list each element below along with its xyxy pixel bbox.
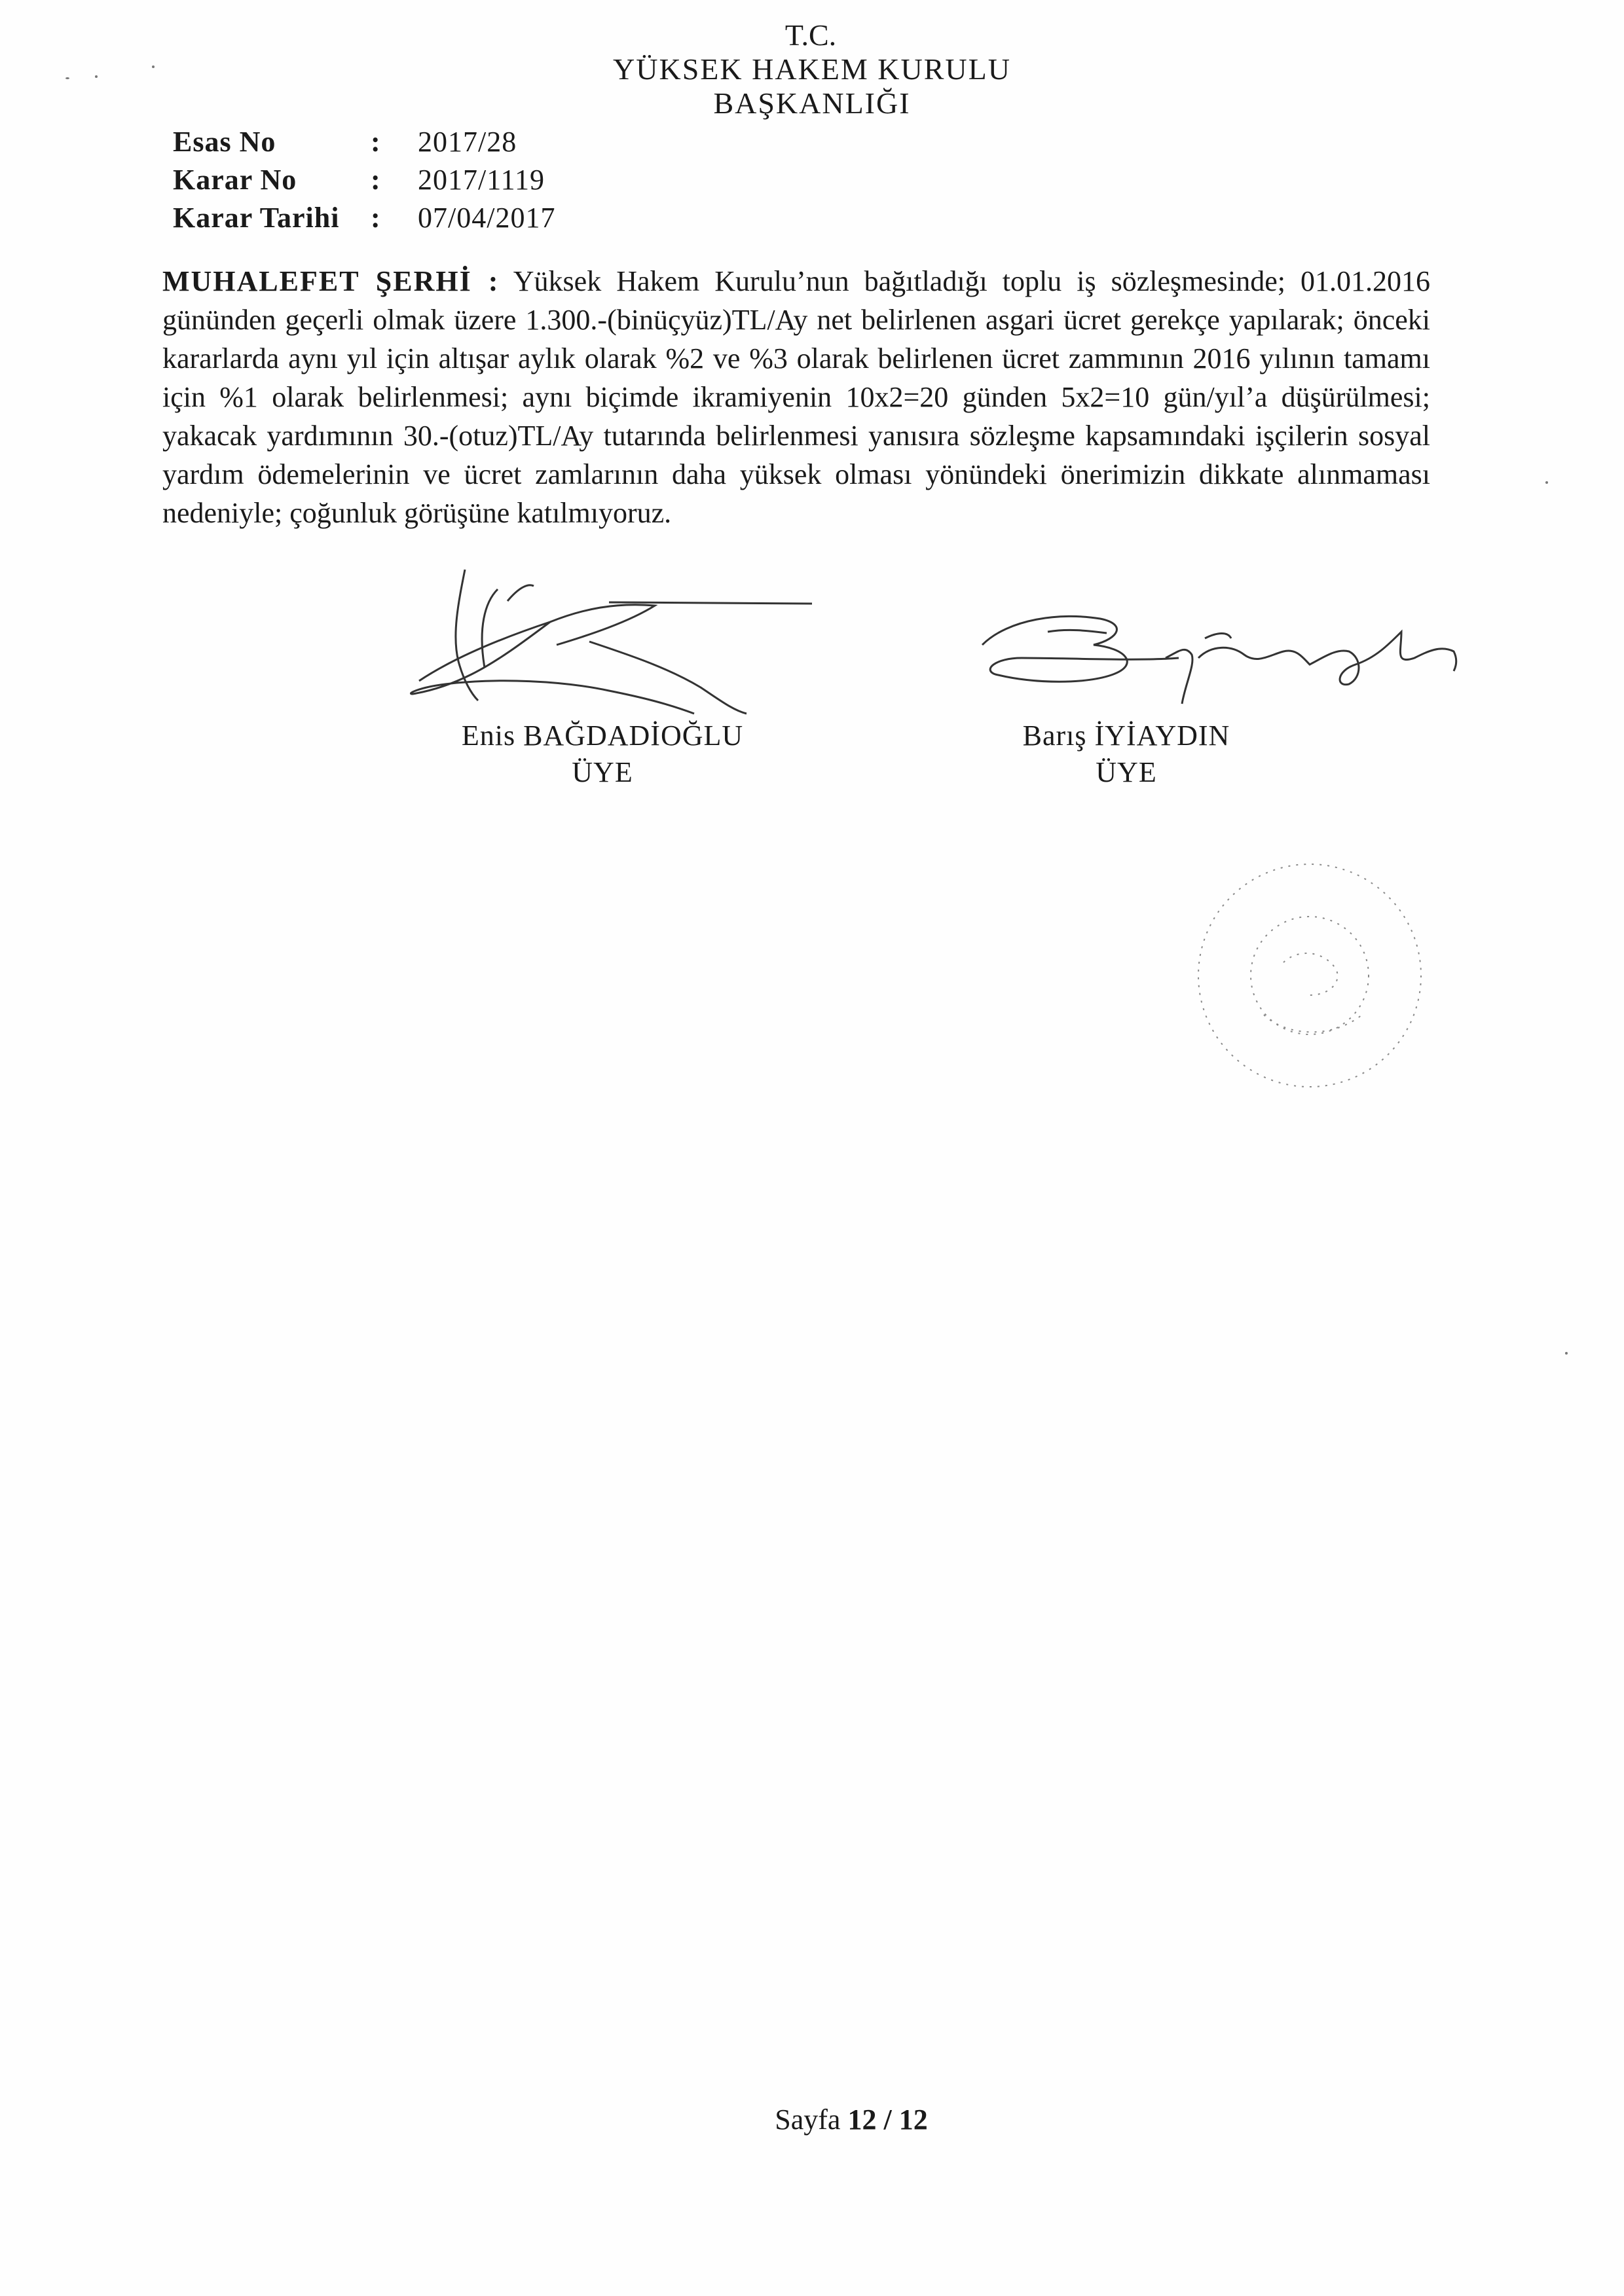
signatory-role: ÜYE — [572, 756, 633, 788]
case-info-row-esas — [173, 123, 680, 161]
opinion-text: Yüksek Hakem Kurulu’nun bağıtladığı toplu iş sözleşmesinde; 01.01.2016 gününden geçerli olmak üzere 1.300.-(binüçyüz)TL/Ay net belirlenen asgari ücret gerekçe yapılarak; önceki kararlarda aynı yıl için altışar aylık olarak %2 ve %3 olarak belirlenen ücret zammının 2016 yılının tamamı için %1 olarak belirlenmesi; aynı biçimde ikramiyenin 10x2=20 günden 5x2=10 gün/yıl’a düşürülmesi; yakacak yardımının 30.-(otuz)TL/Ay tutarında belirlenmesi yanısıra sözleşme kapsamındaki işçilerin sosyal yardım ödemelerinin ve ücret zamlarının daha yüksek olması yönündeki önerimizin dikkate alınmaması nedeniyle; çoğunluk görüşüne katılmıyoruz. — [162, 265, 1431, 529]
scan-speck — [1565, 1352, 1568, 1355]
opinion-paragraph — [162, 262, 1430, 532]
case-info-label: Karar No — [173, 164, 297, 196]
case-info-value: 2017/1119 — [418, 164, 545, 196]
signatory-name: Barış İYİAYDIN — [1022, 720, 1230, 752]
header-country: T.C. — [784, 18, 837, 52]
scan-speck — [1545, 481, 1548, 484]
header-organization: YÜKSEK HAKEM KURULU — [613, 52, 1011, 86]
case-info-separator: : — [371, 202, 380, 234]
signatory-right — [982, 718, 1270, 791]
opinion-title: MUHALEFET ŞERHİ : — [162, 265, 500, 297]
case-info-separator: : — [371, 126, 380, 158]
case-info-row-karar — [173, 161, 680, 199]
signature-left-image — [393, 563, 825, 733]
scan-speck — [95, 75, 98, 78]
page-number: 12 / 12 — [847, 2104, 928, 2136]
scan-speck — [65, 77, 69, 79]
case-info-label: Karar Tarihi — [173, 202, 340, 234]
signature-right-image — [969, 592, 1467, 710]
signatory-name: Enis BAĞDADİOĞLU — [461, 720, 744, 752]
case-info-row-tarih — [173, 199, 680, 237]
faint-seal-image — [1166, 845, 1467, 1120]
case-info-label: Esas No — [173, 126, 276, 158]
page-footer — [720, 2103, 982, 2136]
case-info-value: 07/04/2017 — [418, 202, 556, 234]
case-info-separator: : — [371, 164, 380, 196]
signatory-left — [419, 718, 786, 791]
page-label: Sayfa — [775, 2104, 841, 2136]
signatory-role: ÜYE — [1096, 756, 1157, 788]
header-department: BAŞKANLIĞI — [713, 86, 911, 120]
case-info — [173, 123, 680, 237]
scan-speck — [152, 65, 155, 68]
case-info-value: 2017/28 — [418, 126, 517, 158]
